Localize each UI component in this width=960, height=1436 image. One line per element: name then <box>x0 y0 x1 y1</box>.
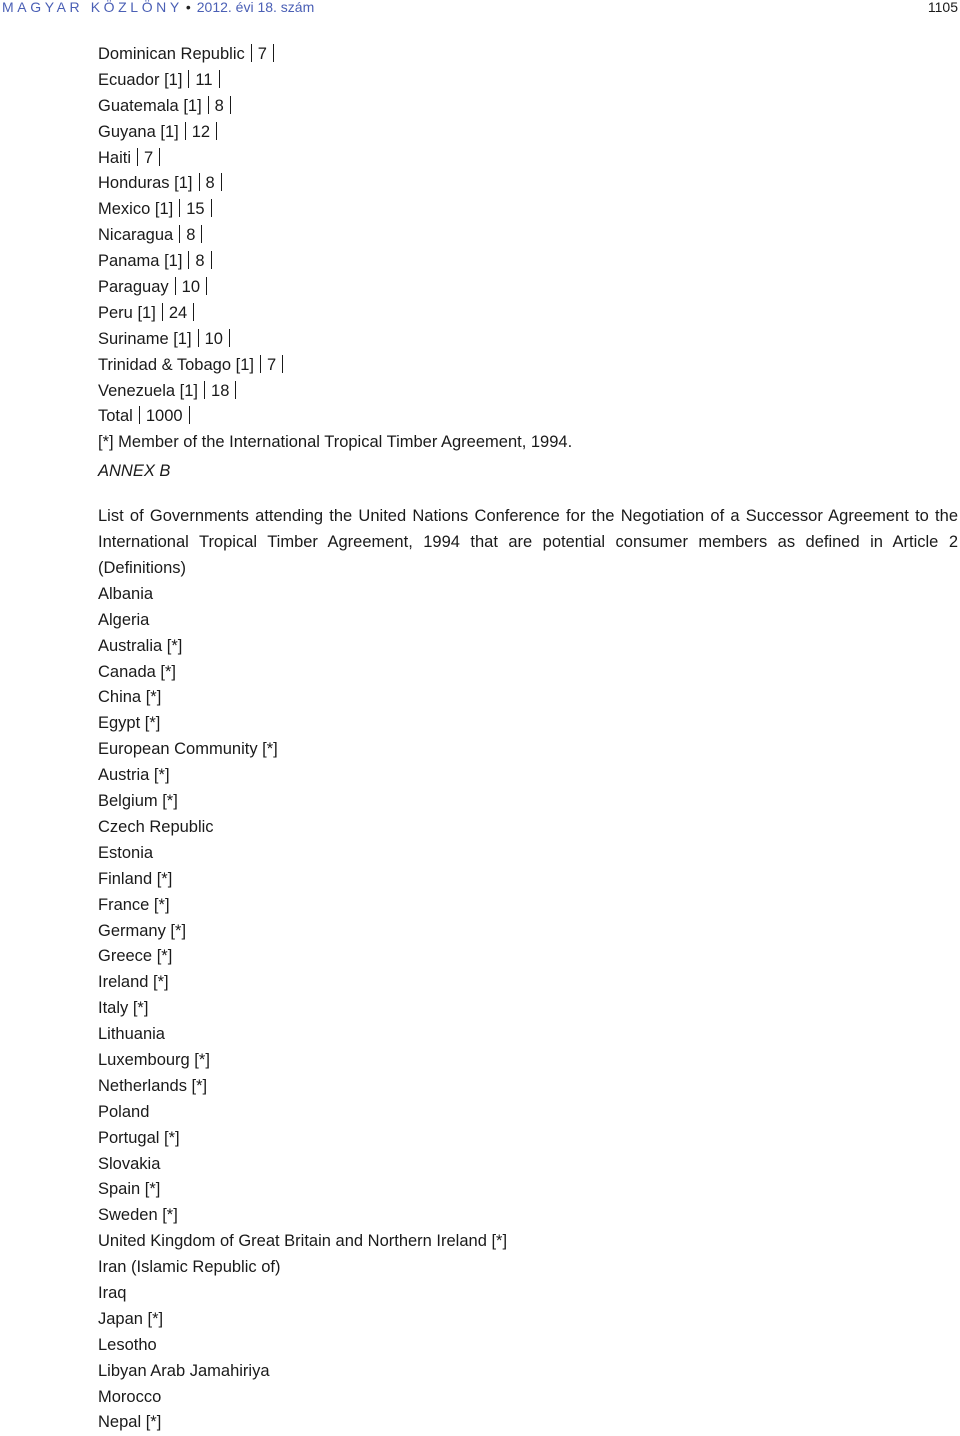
votes-value: 7 <box>266 355 277 374</box>
footnote-marker: [1] <box>235 355 254 374</box>
footnote-marker: [1] <box>164 70 183 89</box>
column-separator <box>219 70 220 88</box>
table-row <box>98 197 958 223</box>
footnote-marker: [1] <box>174 174 193 193</box>
list-item: Germany [*] <box>98 921 187 940</box>
bullet-separator: • <box>185 0 191 15</box>
gazette-name: MAGYAR KÖZLÖNY <box>2 0 183 15</box>
column-separator <box>211 199 212 217</box>
table-row <box>98 379 958 405</box>
list-item: Poland <box>98 1102 150 1121</box>
votes-value: 8 <box>205 174 215 193</box>
table-row <box>98 42 958 68</box>
column-separator <box>159 148 160 166</box>
list-item: Slovakia <box>98 1154 161 1173</box>
country-name: Guyana <box>98 122 156 141</box>
list-item: Ireland [*] <box>98 973 169 992</box>
column-separator <box>185 122 186 140</box>
column-separator <box>193 303 194 321</box>
list-item: Austria [*] <box>98 766 170 785</box>
votes-value: 24 <box>168 303 188 322</box>
intro-line: List of Governments attending the United Nations Conference for the Negotiation of a Successor Agreement to the <box>98 507 958 526</box>
country-name: Mexico <box>98 200 151 219</box>
list-item: Luxembourg [*] <box>98 1050 210 1069</box>
country-name: Suriname <box>98 329 169 348</box>
list-item: China [*] <box>98 688 162 707</box>
country-name: Total <box>98 407 133 426</box>
list-item: Finland [*] <box>98 869 173 888</box>
table-row <box>98 353 958 379</box>
column-separator <box>199 173 200 191</box>
list-item: Czech Republic <box>98 817 214 836</box>
votes-value: 12 <box>191 122 211 141</box>
table-row <box>98 301 958 327</box>
column-separator <box>221 173 222 191</box>
list-item: Algeria <box>98 610 150 629</box>
column-separator <box>179 225 180 243</box>
issue-date: 2012. évi 18. szám <box>196 0 315 15</box>
column-separator <box>211 251 212 269</box>
column-separator <box>204 381 205 399</box>
country-name: Guatemala <box>98 96 179 115</box>
list-item: Iraq <box>98 1283 127 1302</box>
votes-value: 18 <box>211 381 230 400</box>
votes-value: 11 <box>195 70 213 89</box>
column-separator <box>188 251 189 269</box>
list-item: Portugal [*] <box>98 1128 180 1147</box>
list-item: Morocco <box>98 1387 162 1406</box>
column-separator <box>179 199 180 217</box>
footnote-marker: [1] <box>164 252 183 271</box>
country-name: Trinidad & Tobago <box>98 355 232 374</box>
table-row <box>98 275 958 301</box>
footnote-marker: [1] <box>154 200 174 219</box>
votes-value: 10 <box>204 329 223 348</box>
list-item: Italy [*] <box>98 999 149 1018</box>
country-name: Panama <box>98 252 160 271</box>
footnote-marker: [1] <box>137 303 156 322</box>
table-row <box>98 68 958 94</box>
column-separator <box>201 225 202 243</box>
table-row <box>98 404 958 430</box>
list-item: Iran (Islamic Republic of) <box>98 1258 281 1277</box>
annex-b-title: ANNEX B <box>98 462 171 481</box>
list-item: Egypt [*] <box>98 714 161 733</box>
table-row <box>98 146 958 172</box>
column-separator <box>188 70 189 88</box>
country-name: Peru <box>98 303 133 322</box>
list-item: European Community [*] <box>98 740 278 759</box>
list-item: Lithuania <box>98 1025 165 1044</box>
footnote-marker: [1] <box>160 122 179 141</box>
country-name: Haiti <box>98 148 132 167</box>
table-row <box>98 94 958 120</box>
country-name: Paraguay <box>98 278 169 297</box>
votes-value: 8 <box>186 226 196 245</box>
publication-title <box>2 0 314 14</box>
footnote: [*] Member of the International Tropical Timber Agreement, 1994. <box>98 433 573 452</box>
list-item: Canada [*] <box>98 662 176 681</box>
votes-value: 7 <box>144 148 154 167</box>
list-item: Lesotho <box>98 1335 157 1354</box>
page-header <box>0 0 960 16</box>
column-separator <box>162 303 163 321</box>
list-item: Netherlands [*] <box>98 1076 208 1095</box>
column-separator <box>206 277 207 295</box>
country-name: Honduras <box>98 174 170 193</box>
list-item: Estonia <box>98 843 154 862</box>
table-row <box>98 171 958 197</box>
annex-a-table <box>98 42 958 430</box>
document-body <box>98 42 958 1436</box>
column-separator <box>273 44 274 62</box>
column-separator <box>260 355 261 373</box>
country-name: Dominican Republic <box>98 45 245 63</box>
column-separator <box>251 44 252 62</box>
country-name: Ecuador <box>98 70 160 89</box>
list-item: Belgium [*] <box>98 792 178 811</box>
list-item: Spain [*] <box>98 1180 161 1199</box>
list-item: Japan [*] <box>98 1309 164 1328</box>
column-separator <box>229 329 230 347</box>
list-item: United Kingdom of Great Britain and Northern Ireland [*] <box>98 1232 508 1251</box>
footnote-marker: [1] <box>179 381 199 400</box>
votes-value: 10 <box>181 278 200 297</box>
column-separator <box>235 381 236 399</box>
column-separator <box>137 148 138 166</box>
table-row <box>98 120 958 146</box>
column-separator <box>139 406 140 424</box>
votes-value: 1000 <box>145 407 183 426</box>
country-name: Venezuela <box>98 381 176 400</box>
list-item: Libyan Arab Jamahiriya <box>98 1361 270 1380</box>
table-row <box>98 327 958 353</box>
list-item: France [*] <box>98 895 170 914</box>
list-item: Greece [*] <box>98 947 173 966</box>
annex-b-intro <box>98 504 958 582</box>
votes-value: 7 <box>257 45 267 63</box>
country-name: Nicaragua <box>98 226 174 245</box>
column-separator <box>189 406 190 424</box>
list-item: Sweden [*] <box>98 1206 178 1225</box>
list-item: Australia [*] <box>98 636 183 655</box>
column-separator <box>175 277 176 295</box>
table-row <box>98 249 958 275</box>
table-row <box>98 223 958 249</box>
page-number: 1105 <box>927 0 958 15</box>
column-separator <box>282 355 283 373</box>
votes-value: 8 <box>195 252 205 271</box>
annex-b-country-list <box>98 582 958 1436</box>
footnote-marker: [1] <box>183 96 202 115</box>
column-separator <box>230 96 231 114</box>
votes-value: 15 <box>186 200 205 219</box>
list-item: Albania <box>98 584 154 603</box>
list-item: Nepal [*] <box>98 1413 162 1432</box>
votes-value: 8 <box>214 96 224 115</box>
intro-line: (Definitions) <box>98 559 187 578</box>
column-separator <box>216 122 217 140</box>
footnote-marker: [1] <box>173 329 192 348</box>
column-separator <box>208 96 209 114</box>
column-separator <box>198 329 199 347</box>
intro-line: International Tropical Timber Agreement, 1994 that are potential consumer members as defined in Article 2 <box>98 533 958 552</box>
